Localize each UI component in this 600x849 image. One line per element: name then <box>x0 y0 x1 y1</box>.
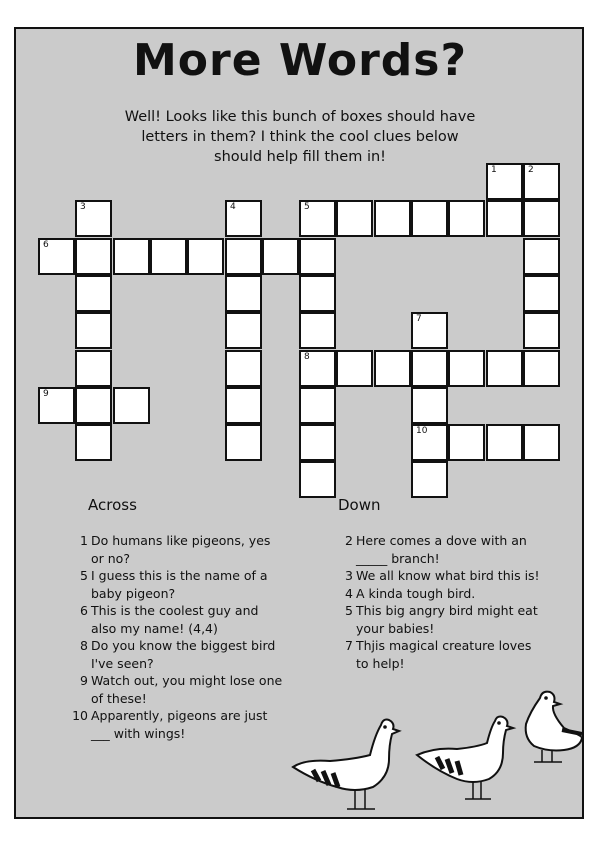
grid-cell[interactable] <box>75 312 112 349</box>
clue-number: 3 <box>345 568 353 583</box>
clue-number: 5 <box>304 202 310 212</box>
clue-number: 7 <box>416 314 422 324</box>
clue-number: 10 <box>72 708 88 723</box>
grid-cell[interactable] <box>523 163 560 200</box>
grid-cell[interactable] <box>486 163 523 200</box>
pigeon-icon <box>293 720 399 809</box>
clue-number: 1 <box>491 165 497 175</box>
grid-cell[interactable] <box>225 200 262 237</box>
clue-number: 4 <box>230 202 236 212</box>
grid-cell[interactable] <box>523 200 560 237</box>
grid-cell[interactable] <box>448 200 485 237</box>
across-clue <box>70 532 285 567</box>
clue-number: 1 <box>80 533 88 548</box>
down-clue <box>335 532 540 567</box>
grid-cell[interactable] <box>486 350 523 387</box>
grid-cell[interactable] <box>374 350 411 387</box>
clue-number: 6 <box>43 240 49 250</box>
across-clue <box>70 637 285 672</box>
page-title: More Words? <box>133 35 467 86</box>
clue-text: Thjis magical creature loves to help! <box>356 638 532 671</box>
clue-number: 5 <box>345 603 353 618</box>
grid-cell[interactable] <box>225 312 262 349</box>
grid-cell[interactable] <box>113 238 150 275</box>
clue-text: This big angry bird might eat your babies! <box>356 603 538 636</box>
clue-text: Do humans like pigeons, yes or no? <box>91 533 271 566</box>
across-clue <box>70 602 285 637</box>
grid-cell[interactable] <box>38 387 75 424</box>
grid-cell[interactable] <box>523 275 560 312</box>
grid-cell[interactable] <box>523 238 560 275</box>
grid-cell[interactable] <box>523 424 560 461</box>
clue-text: Here comes a dove with an _____ branch! <box>356 533 527 566</box>
clue-number: 6 <box>80 603 88 618</box>
grid-cell[interactable] <box>411 350 448 387</box>
grid-cell[interactable] <box>299 387 336 424</box>
grid-cell[interactable] <box>75 424 112 461</box>
grid-cell[interactable] <box>523 350 560 387</box>
grid-cell[interactable] <box>225 275 262 312</box>
grid-cell[interactable] <box>299 461 336 498</box>
grid-cell[interactable] <box>225 350 262 387</box>
down-clue <box>335 567 540 585</box>
clue-text: A kinda tough bird. <box>356 585 476 601</box>
across-heading: Across <box>88 496 137 514</box>
grid-cell[interactable] <box>225 238 262 275</box>
grid-cell[interactable] <box>486 200 523 237</box>
grid-cell[interactable] <box>411 424 448 461</box>
grid-cell[interactable] <box>75 387 112 424</box>
grid-cell[interactable] <box>299 275 336 312</box>
clue-number: 4 <box>345 585 353 601</box>
grid-cell[interactable] <box>523 312 560 349</box>
grid-cell[interactable] <box>411 387 448 424</box>
across-clue <box>70 567 285 602</box>
clue-number: 10 <box>416 426 428 436</box>
grid-cell[interactable] <box>411 312 448 349</box>
clue-text: We all know what bird this is! <box>356 568 540 583</box>
clue-number: 2 <box>528 165 534 175</box>
across-clues <box>70 532 285 742</box>
grid-cell[interactable] <box>75 238 112 275</box>
grid-cell[interactable] <box>299 238 336 275</box>
grid-cell[interactable] <box>486 424 523 461</box>
grid-cell[interactable] <box>299 350 336 387</box>
pigeon-icon <box>417 717 513 800</box>
grid-cell[interactable] <box>187 238 224 275</box>
down-heading: Down <box>338 496 381 514</box>
clue-text: Apparently, pigeons are just ___ with wings! <box>91 708 268 741</box>
pigeon-icon <box>526 692 582 762</box>
grid-cell[interactable] <box>225 424 262 461</box>
clue-number: 2 <box>345 533 353 548</box>
clue-text: This is the coolest guy and also my name! (4,4) <box>91 603 259 636</box>
grid-cell[interactable] <box>336 200 373 237</box>
grid-cell[interactable] <box>75 275 112 312</box>
down-clue <box>335 637 540 672</box>
clue-number: 9 <box>80 673 88 688</box>
down-clue <box>335 585 540 603</box>
grid-cell[interactable] <box>448 350 485 387</box>
grid-cell[interactable] <box>38 238 75 275</box>
clue-number: 7 <box>345 638 353 653</box>
down-clue <box>335 602 540 637</box>
clue-number: 8 <box>304 352 310 362</box>
down-clues <box>335 532 540 672</box>
grid-cell[interactable] <box>113 387 150 424</box>
grid-cell[interactable] <box>448 424 485 461</box>
grid-cell[interactable] <box>411 200 448 237</box>
across-clue <box>70 672 285 707</box>
clue-number: 3 <box>80 202 86 212</box>
grid-cell[interactable] <box>299 200 336 237</box>
intro-text: Well! Looks like this bunch of boxes should have letters in them? I think the cool clues below should help fill them in! <box>124 109 476 165</box>
clue-number: 5 <box>80 568 88 583</box>
grid-cell[interactable] <box>75 200 112 237</box>
clue-text: I guess this is the name of a baby pigeon? <box>91 568 268 601</box>
grid-cell[interactable] <box>150 238 187 275</box>
pigeons-illustration <box>280 685 585 820</box>
grid-cell[interactable] <box>75 350 112 387</box>
clue-text: Do you know the biggest bird I've seen? <box>91 638 276 671</box>
grid-cell[interactable] <box>225 387 262 424</box>
across-clue <box>70 707 285 742</box>
grid-cell[interactable] <box>262 238 299 275</box>
grid-cell[interactable] <box>299 424 336 461</box>
clue-number: 8 <box>80 638 88 653</box>
grid-cell[interactable] <box>374 200 411 237</box>
clue-text: Watch out, you might lose one of these! <box>91 673 283 706</box>
grid-cell[interactable] <box>336 350 373 387</box>
grid-cell[interactable] <box>411 461 448 498</box>
clue-number: 9 <box>43 389 49 399</box>
grid-cell[interactable] <box>299 312 336 349</box>
